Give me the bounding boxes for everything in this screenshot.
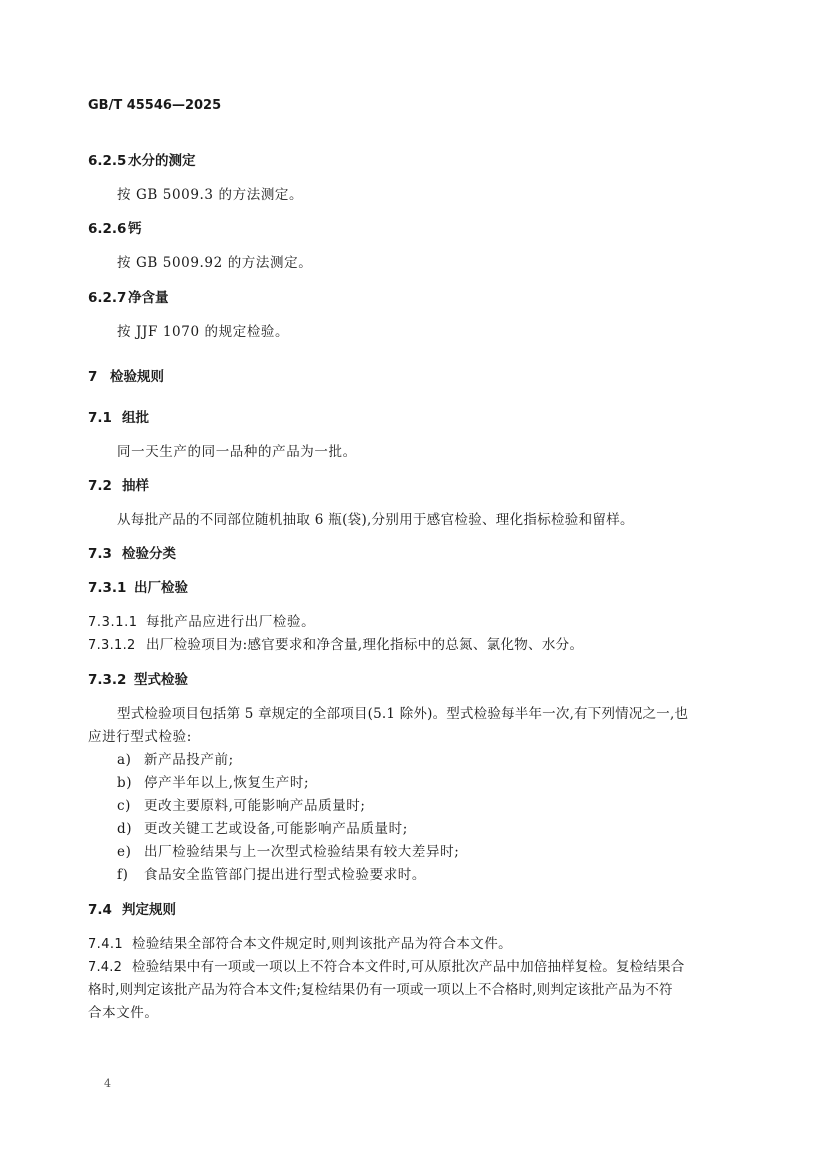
clause-text: 每批产品应进行出厂检验。 [146, 614, 316, 630]
list-label: a) [117, 752, 132, 768]
chapter-number: 7 [88, 369, 98, 385]
section-number: 6.2.7 [88, 290, 127, 306]
section-title: 判定规则 [122, 902, 176, 918]
clause [88, 932, 512, 952]
section-number: 7.2 [88, 478, 112, 494]
list-item [117, 840, 459, 860]
chapter-heading [88, 365, 164, 385]
list-label: e) [117, 844, 132, 860]
section-number: 7.3.2 [88, 672, 127, 688]
document-code: GB/T 45546—2025 [88, 98, 222, 113]
list-text: 出厂检验结果与上一次型式检验结果有较大差异时; [144, 844, 460, 860]
paragraph: 从每批产品的不同部位随机抽取 6 瓶(袋),分别用于感官检验、理化指标检验和留样。 [117, 512, 634, 528]
paragraph-line: 格时,则判定该批产品为符合本文件;复检结果仍有一项或一项以上不合格时,则判定该批产品为不符 [88, 982, 673, 998]
clause-text: 检验结果全部符合本文件规定时,则判该批产品为符合本文件。 [132, 936, 512, 952]
list-label: c) [117, 798, 132, 814]
section-heading [88, 149, 196, 169]
clause [88, 633, 583, 653]
section-title: 净含量 [128, 290, 169, 306]
list-item [117, 794, 366, 814]
section-heading [88, 542, 176, 562]
paragraph-line: 合本文件。 [88, 1005, 159, 1021]
list-text: 更改主要原料,可能影响产品质量时; [144, 798, 366, 814]
section-heading [88, 576, 188, 596]
section-number: 7.4 [88, 902, 112, 918]
paragraph: 同一天生产的同一品种的产品为一批。 [117, 444, 357, 460]
section-number: 7.3 [88, 546, 112, 562]
section-number: 6.2.5 [88, 153, 127, 169]
paragraph-line: 应进行型式检验: [88, 729, 192, 745]
list-label: b) [117, 775, 133, 791]
paragraph: 按 GB 5009.92 的方法测定。 [117, 255, 313, 271]
section-heading [88, 406, 149, 426]
section-heading [88, 668, 188, 688]
paragraph: 按 JJF 1070 的规定检验。 [117, 324, 290, 340]
list-item [117, 863, 426, 883]
page-number: 4 [104, 1077, 111, 1090]
section-heading [88, 898, 176, 918]
section-title: 型式检验 [134, 672, 188, 688]
clause-text: 检验结果中有一项或一项以上不符合本文件时,可从原批次产品中加倍抽样复检。复检结果合 [132, 959, 685, 975]
list-text: 新产品投产前; [144, 752, 234, 768]
paragraph: 按 GB 5009.3 的方法测定。 [117, 187, 304, 203]
chapter-title: 检验规则 [110, 369, 164, 385]
list-label: f) [117, 867, 129, 883]
list-text: 停产半年以上,恢复生产时; [144, 775, 310, 791]
section-title: 抽样 [122, 478, 149, 494]
clause-number: 7.3.1.2 [88, 638, 136, 653]
clause-number: 7.3.1.1 [88, 615, 138, 630]
paragraph-line: 型式检验项目包括第 5 章规定的全部项目(5.1 除外)。型式检验每半年一次,有下列情况之一,也 [117, 706, 689, 722]
section-title: 检验分类 [122, 546, 176, 562]
clause [88, 955, 685, 975]
section-number: 6.2.6 [88, 221, 127, 237]
section-heading [88, 217, 142, 237]
section-heading [88, 286, 169, 306]
clause-text: 出厂检验项目为:感官要求和净含量,理化指标中的总氮、氯化物、水分。 [146, 637, 584, 653]
clause-number: 7.4.2 [88, 960, 123, 975]
section-number: 7.3.1 [88, 580, 127, 596]
clause [88, 610, 315, 630]
section-title: 出厂检验 [134, 580, 188, 596]
section-heading [88, 474, 149, 494]
list-item [117, 817, 408, 837]
list-item [117, 748, 234, 768]
section-title: 组批 [122, 410, 149, 426]
clause-number: 7.4.1 [88, 937, 124, 952]
list-text: 更改关键工艺或设备,可能影响产品质量时; [144, 821, 408, 837]
section-number: 7.1 [88, 410, 112, 426]
list-item [117, 771, 309, 791]
section-title: 钙 [128, 221, 142, 237]
section-title: 水分的测定 [128, 153, 196, 169]
list-label: d) [117, 821, 133, 837]
list-text: 食品安全监管部门提出进行型式检验要求时。 [144, 867, 426, 883]
